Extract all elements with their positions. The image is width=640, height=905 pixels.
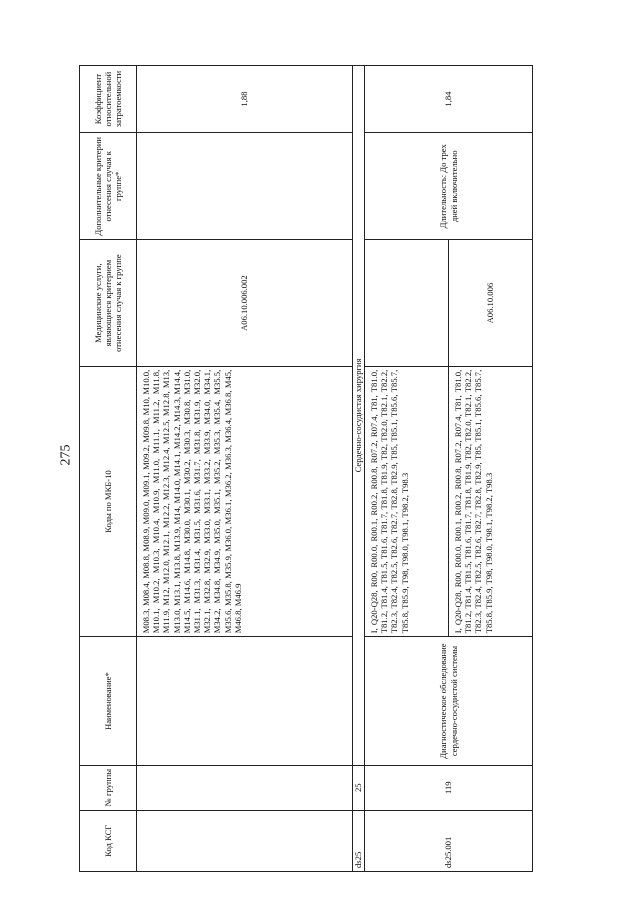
services-cell: A06.10.006.002 — [137, 240, 353, 366]
header-coef: Коэффициент относительной затратоемкости — [80, 66, 137, 133]
header-group: № группы — [80, 765, 137, 810]
coef-cell: 1,84 — [365, 66, 533, 133]
row-name: Диагностическое обследование сердечно-сосудистой системы — [365, 637, 533, 766]
section-row — [353, 66, 365, 872]
criteria-cell: Длительность: До трех дней включительно — [365, 133, 533, 240]
ksg-table — [79, 65, 533, 872]
section-title: Сердечно-сосудистая хирургия — [353, 66, 365, 766]
row-group: 119 — [365, 765, 533, 810]
section-code: ds25 — [353, 810, 365, 871]
header-row — [80, 66, 137, 872]
page-number-text: 275 — [58, 444, 73, 466]
header-code: Код КСГ — [80, 810, 137, 871]
coef-cell: 1,88 — [137, 66, 353, 133]
icd-codes-cell: M08.3, M08.4, M08.8, M08.9, M09.0, M09.1, M09.2, M09.8, M10, M10.0, M10.1, M10.2, M10.3, M10.4, M10.9, M11.0, M11.1, M11.2, M11.8, M11.9, M12, M12.0, M12.1, M12.2, M12.3, M12.4, M12.5, M12.8, M13, M13.0, M13.1, M13.8, M13.9, M14, M14.0, M14.1, M14.2, M14.3, M14.4, M14.5, M14.6, M14.8, M30.0, M30.1, M30.2, M30.3, M30.8, M31.0, M31.1, M31.3, M31.4, M31.5, M31.6, M31.7, M31.8, M31.9, M32.0, M32.1, M32.8, M32.9, M33.0, M33.1, M33.2, M33.9, M34.0, M34.1, M34.2, M34.8, M34.9, M35.0, M35.1, M35.2, M35.3, M35.4, M35.5, M35.6, M35.8, M35.9, M36.0, M36.1, M36.2, M36.3, M36.4, M36.8, M45, M46.8, M46.9 — [137, 366, 353, 637]
table-row — [137, 66, 353, 872]
header-criteria: Дополнительные критерии отнесения случая к группе* — [80, 133, 137, 240]
empty-cell — [137, 765, 353, 810]
icd-codes-cell: I, Q20-Q28, R00, R00.0, R00.1, R00.2, R00.8, R07.2, R07.4, T81, T81.0, T81.2, T81.4, T81.5, T81.6, T81.7, T81.8, T81.9, T82, T82.0, T82.1, T82.2, T82.3, T82.4, T82.5, T82.6, T82.7, T82.8, T82.9, T85, T85.1, T85.6, T85.7, T85.8, T85.9, T98, T98.0, T98.1, T98.2, T98.3 — [449, 366, 533, 637]
header-icd: Коды по МКБ-10 — [80, 366, 137, 637]
icd-codes-cell: I, Q20-Q28, R00, R00.0, R00.1, R00.2, R00.8, R07.2, R07.4, T81, T81.0, T81.2, T81.4, T81.5, T81.6, T81.7, T81.8, T81.9, T82, T82.0, T82.1, T82.2, T82.3, T82.4, T82.5, T82.6, T82.7, T82.8, T82.9, T85, T85.1, T85.6, T85.7, T85.8, T85.9, T98, T98.0, T98.1, T98.2, T98.3 — [365, 366, 449, 637]
header-services: Медицинские услуги, являющиеся критерием отнесения случая к группе — [80, 240, 137, 366]
empty-cell — [137, 810, 353, 871]
table-row — [365, 66, 449, 872]
empty-cell — [137, 133, 353, 240]
row-code: ds25.001 — [365, 810, 533, 871]
rotated-table-wrapper — [79, 65, 531, 872]
services-cell: A06.10.006 — [449, 240, 533, 366]
header-name: Наименование* — [80, 637, 137, 766]
empty-cell — [137, 637, 353, 766]
empty-cell — [365, 240, 449, 366]
section-group: 25 — [353, 765, 365, 810]
page-number — [56, 440, 76, 470]
